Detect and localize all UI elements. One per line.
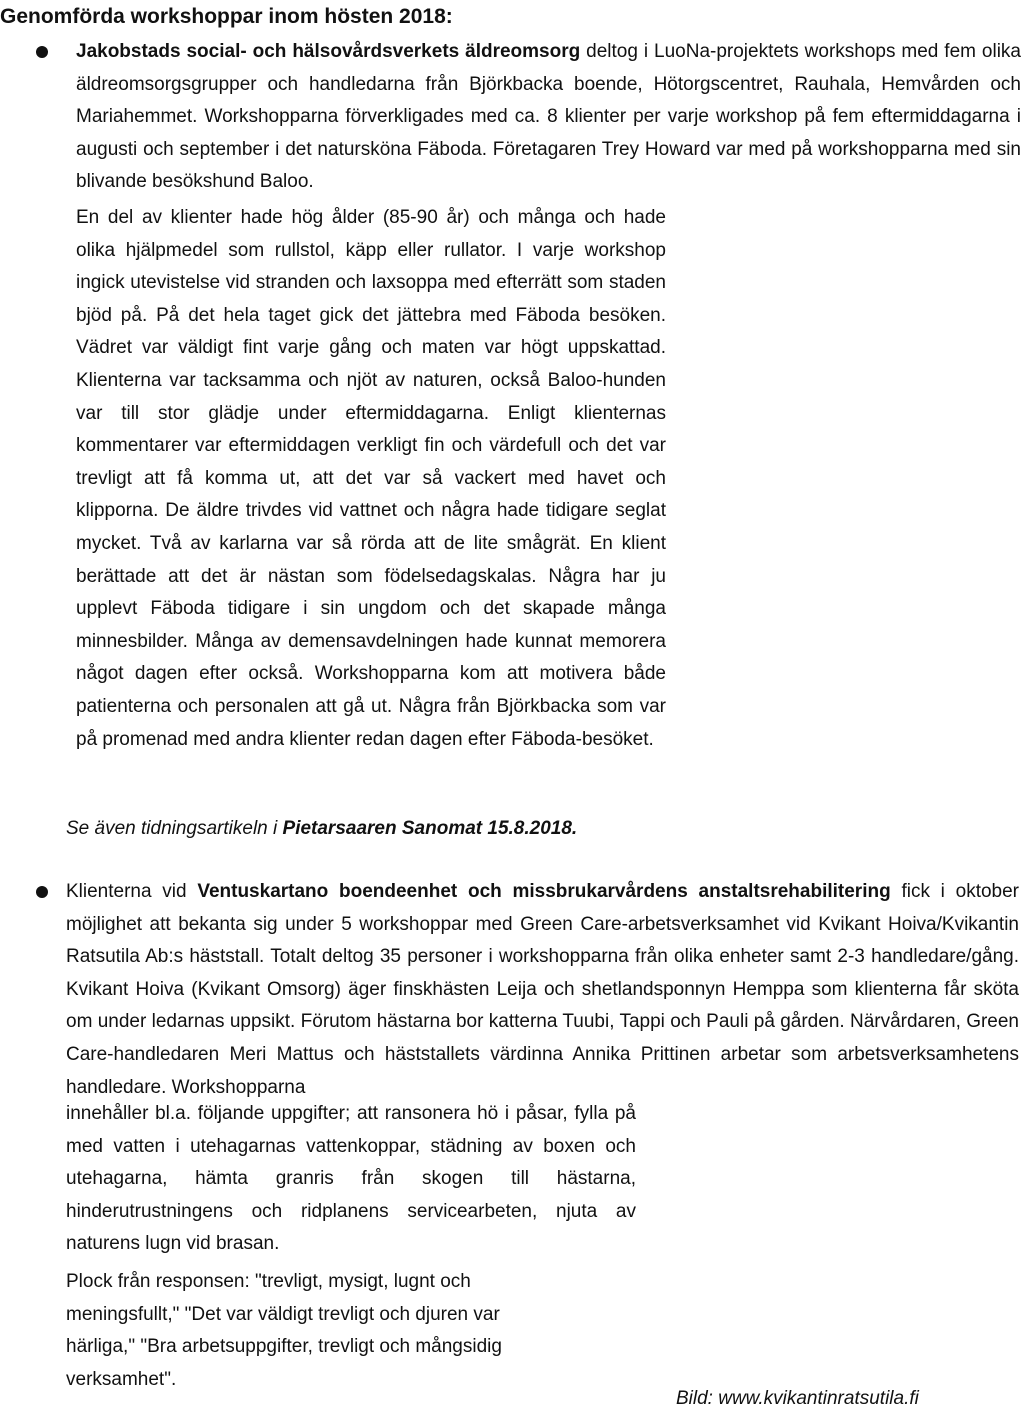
newspaper-reference [66,814,577,844]
workshop-item-1-paragraph [76,36,1021,199]
workshop-item-2-feedback: Plock från responsen: "trevligt, mysigt, lugnt och meningsfullt," "Det var väldigt trevligt och djuren var härliga," "Bra arbetsuppgifter, trevligt och mångsidig verksamhet". [66,1271,502,1390]
organization-name: Jakobstads social- och hälsovårdsverkets äldreomsorg [76,41,581,62]
section-heading: Genomförda workshoppar inom hösten 2018: [0,5,453,28]
workshop-item-1-details: En del av klienter hade hög ålder (85-90 år) och många och hade olika hjälpmedel som rullstol, käpp eller rullator. I varje workshop ingick utevistelse vid stranden och laxsoppa med efterrätt som staden bjöd på. På det hela taget gick det jättebra med Fäboda besöken. Vädret var väldigt fint varje gång och maten var högt uppskattad. Klienterna var tacksamma och njöt av naturen, också Baloo-hunden var till stor glädje under eftermiddagarna. Enligt klienternas kommentarer var eftermiddagen verkligt fin och värdefull och det var trevligt att få komma ut, att det var så vackert med havet och klipporna. De äldre trivdes vid vattnet och några hade tidigare seglat mycket. Två av karlarna var så rörda att de lite smågrät. En klient berättade att det är nästan som födelsedagskalas. Några har ju upplevt Fäboda tidigare i sin ungdom och det skapade många minnesbilder. Många av demensavdelningen hade kunnat memorera något dagen efter också. Workshopparna kom att motivera både patienterna och personalen att gå ut. Några från Björkbacka som var på promenad med andra klienter redan dagen efter Fäboda-besöket. [76,207,666,750]
workshop-item-1-text: deltog i LuoNa-projektets workshops med fem olika äldreomsorgsgrupper och handledarna från Björkbacka boende, Hötorgscentret, Rauhala, Hemvården och Mariahemmet. Workshopparna förverkligades med ca. 8 klienter per varje workshop på fem eftermiddagarna i augusti och september i det natursköna Fäboda. Företagaren Trey Howard var med på workshopparna med sin blivande besökshund Baloo. [76,41,1021,193]
newspaper-title: Pietarsaaren Sanomat 15.8.2018. [282,818,578,839]
image-credit: Bild: www.kvikantinratsutila.fi [676,1388,919,1409]
bullet-icon [36,46,48,58]
workshop-item-2-tasks: innehåller bl.a. följande uppgifter; att ransonera hö i påsar, fylla på med vatten i utehagarnas vattenkoppar, städning av boxen och utehagarna, hämta granris från skogen till hästarna, hinderutrustningens och ridplanens servicearbeten, njuta av naturens lugn vid brasan. [66,1103,636,1255]
workshop-item-2-intro: Klienterna vid [66,881,198,902]
unit-names: Ventuskartano boendeenhet och missbrukarvårdens anstaltsrehabilitering [197,881,891,902]
reference-prefix: Se även tidningsartikeln i [66,818,283,839]
workshop-item-2-paragraph [66,876,1019,1104]
workshop-item-2-text: fick i oktober möjlighet att bekanta sig under 5 workshoppar med Green Care-arbetsverksamhet vid Kvikant Hoiva/Kvikantin Ratsutila Ab:s häststall. Totalt deltog 35 personer i workshopparna från olika enheter samt 2-3 handledare/gång. Kvikant Hoiva (Kvikant Omsorg) äger finskhästen Leija och shetlandsponnyn Hemppa som klienterna får sköta om under ledarnas uppsikt. Förutom hästarna bor katterna Tuubi, Tappi och Pauli på gården. Närvårdaren, Green Care-handledaren Meri Mattus och häststallets värdinna Annika Prittinen arbetar som arbetsverksamhetens handledare. Workshopparna [66,881,1020,1098]
bullet-icon [36,886,48,898]
